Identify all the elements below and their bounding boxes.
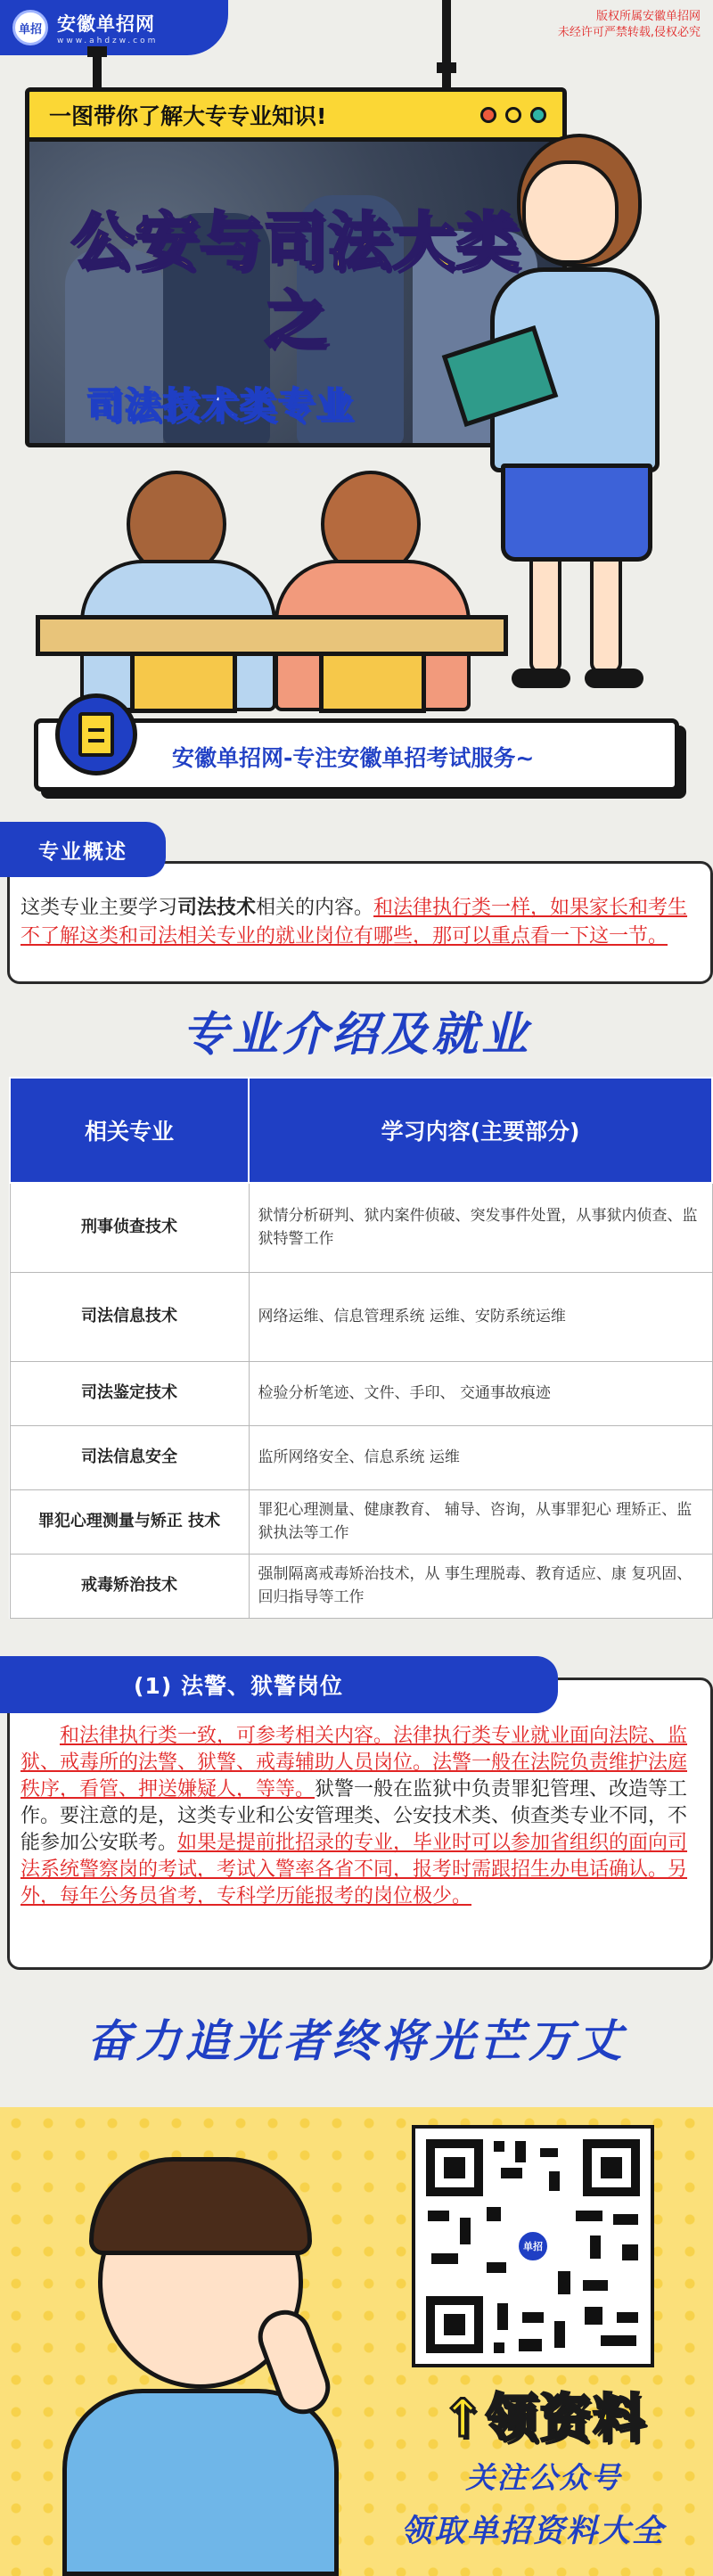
follow-account-text: 关注公众号 [465, 2460, 622, 2495]
table-row: 刑事侦查技术 狱情分析研判、狱内案件侦破、突发事件处置，从事狱内侦查、监狱特警工作 [10, 1183, 712, 1272]
qr-logo: 单招 [515, 2228, 551, 2264]
teacher-illustration [419, 134, 704, 713]
hero-subtitle: 司法技术类专业 [86, 385, 355, 426]
table-row: 司法鉴定技术 检验分析笔迹、文件、手印、 交通事故痕迹 [10, 1361, 712, 1425]
police-text: 和法律执行类一致，可参考相关内容。法律执行类专业就业面向法院、监狱、戒毒所的法警、狱警、戒毒辅助人员岗位。法警一般在法院负责维护法庭秩序，看管、押送嫌疑人，等等。狱警一般在监狱中负责罪犯管理、改造等工作。要注意的是，这类专业和公安管理类、公安技术类、侦查类专业不同，不能参加公安联考。如果是提前批招录的专业，毕业时可以参加省组织的面向司法系统警察岗的考试，考试入警率各省不同，报考时需跟招生办电话确认。另外，每年公务员省考，专科学历能报考的岗位极少。 [20, 1725, 688, 1907]
table-row: 罪犯心理测量与矫正 技术 罪犯心理测量、健康教育、 辅导、咨询，从事罪犯心 理矫正、监狱执法等工作 [10, 1489, 712, 1554]
boy-illustration [27, 2139, 374, 2576]
major-table [9, 1077, 713, 1619]
site-url: www.ahdzw.com [57, 37, 159, 45]
overview-highlight: 和法律执行类一样，如果家长和考生不了解这类和司法相关专业的就业岗位有哪些，那可以重点看一下这一节。 [20, 897, 688, 948]
collect-materials-text: 领取单招资料大全 [400, 2514, 665, 2549]
police-tab: (1) 法警、狱警岗位 [0, 1656, 558, 1713]
hero-title-zhi: 之 [265, 283, 327, 357]
teal-dot-icon [530, 107, 546, 123]
document-icon [55, 693, 137, 775]
table-row: 戒毒矫治技术 强制隔离戒毒矫治技术，从 事生理脱毒、教育适应、康 复巩固、回归指导等工作 [10, 1554, 712, 1618]
hero-title: 公安与司法大类 [71, 205, 520, 278]
overview-card [7, 861, 713, 984]
red-dot-icon [480, 107, 496, 123]
slogan: 奋力追光者终将光芒万丈 [86, 2015, 627, 2067]
copyright-notice: 版权所属安徽单招网 未经许可严禁转载,侵权必究 [557, 10, 701, 39]
table-header-content: 学习内容(主要部分) [249, 1078, 712, 1183]
banner-text: 安徽单招网-专注安徽单招考试服务~ [172, 745, 535, 771]
qr-code[interactable] [412, 2125, 654, 2367]
yellow-dot-icon [505, 107, 521, 123]
table-header-major: 相关专业 [10, 1078, 249, 1183]
logo-mark-icon: 单招 [12, 10, 48, 45]
overview-text: 这类专业主要学习司法技术相关的内容。和法律执行类一样，如果家长和考生不了解这类和司法相关专业的就业岗位有哪些，那可以重点看一下这一节。 [20, 897, 688, 948]
overview-tab: 专业概述 [0, 822, 166, 877]
hero-bar-text: 一图带你了解大专专业知识! [49, 103, 327, 129]
section-title-intro: 专业介绍及就业 [181, 1008, 531, 1062]
table-row: 司法信息安全 监所网络安全、信息系统 运维 [10, 1425, 712, 1489]
site-logo[interactable] [0, 0, 228, 55]
get-materials-title: ↑领资料 [440, 2388, 647, 2449]
board-hanger-left [93, 53, 102, 89]
site-name: 安徽单招网 [57, 13, 155, 35]
window-dots [480, 107, 546, 123]
board-hanger-right [442, 0, 451, 89]
police-card [7, 1678, 713, 1970]
table-row: 司法信息技术 网络运维、信息管理系统 运维、安防系统运维 [10, 1272, 712, 1361]
